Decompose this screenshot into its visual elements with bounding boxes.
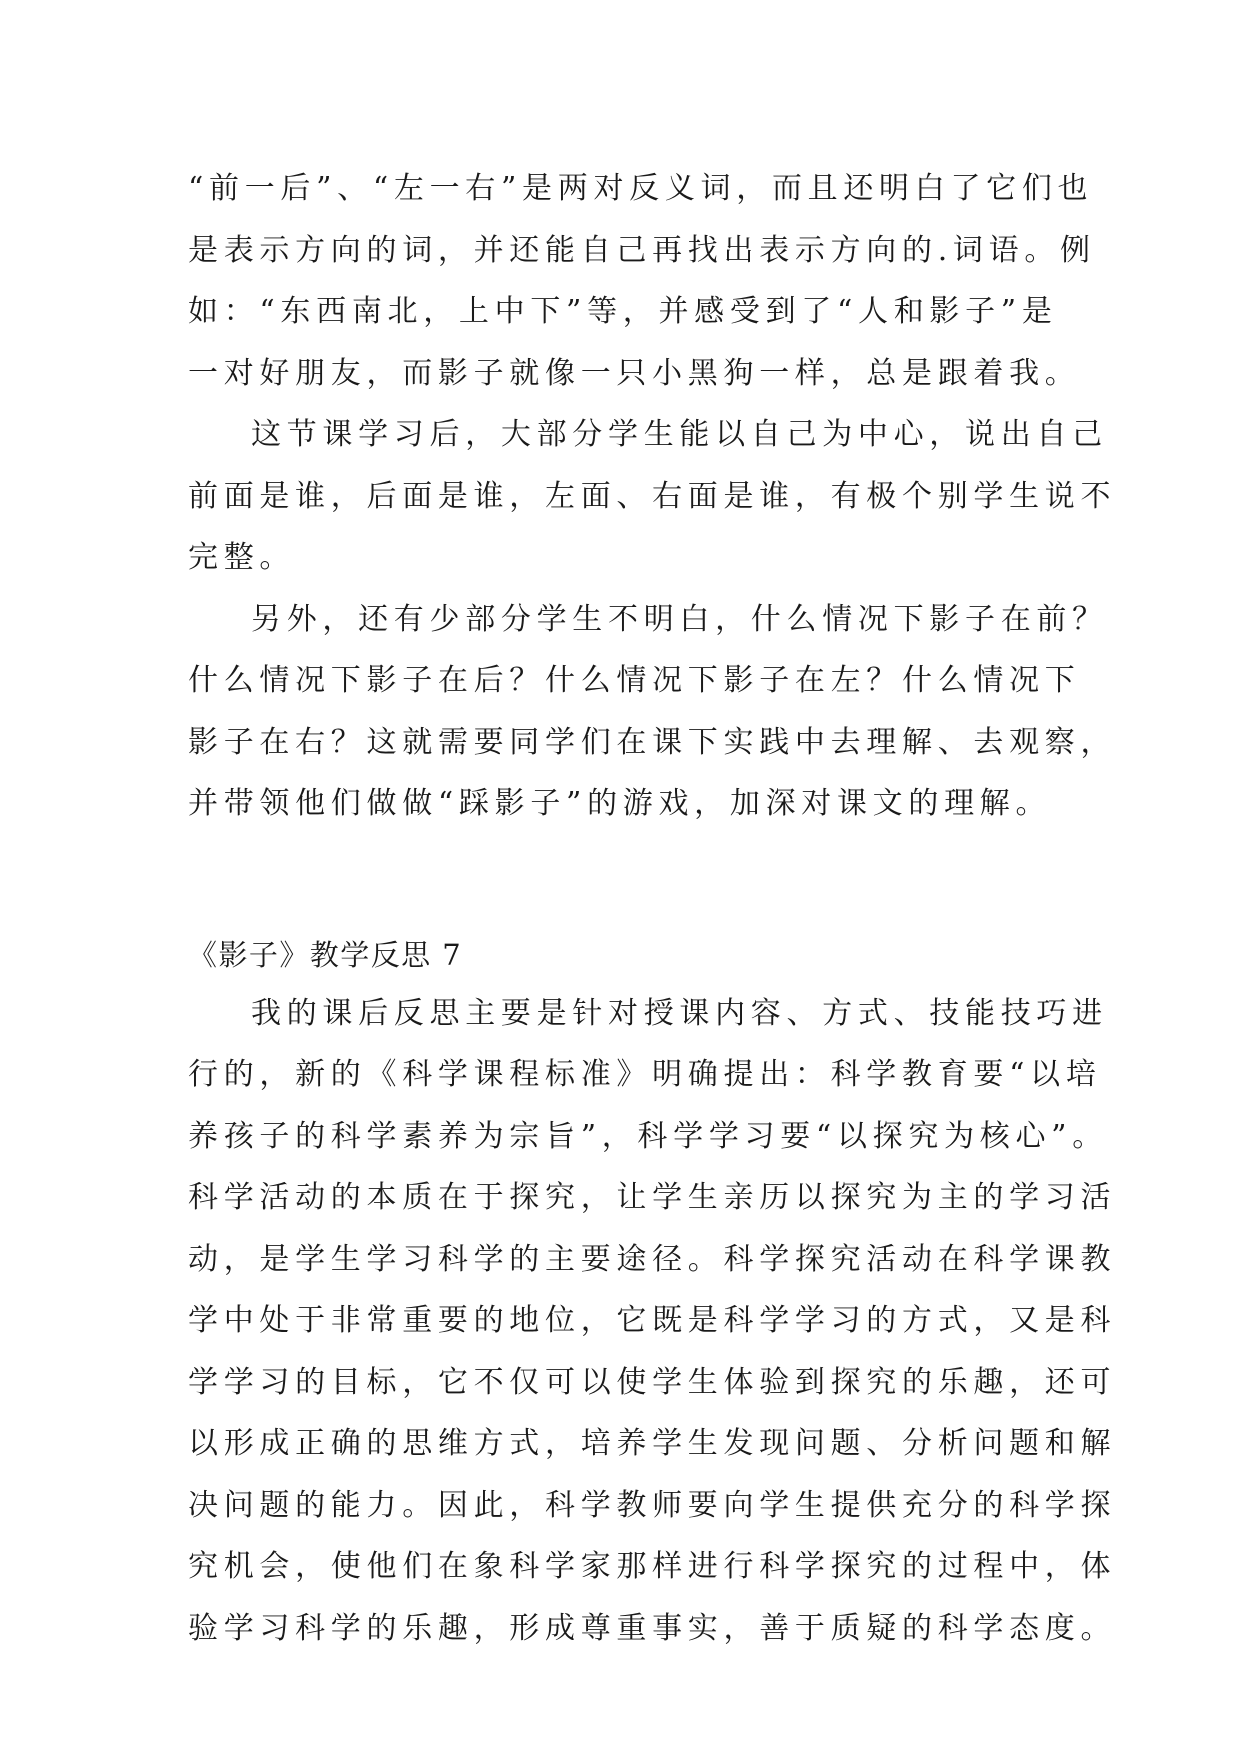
text-line: 学学习的目标，它不仅可以使学生体验到探究的乐趣，还可 (188, 1364, 1117, 1400)
text-line: 影子在右？这就需要同学们在课下实践中去理解、去观察， (188, 724, 1117, 760)
text-line: 完整。 (188, 540, 296, 575)
text-line: 我的课后反思主要是针对授课内容、方式、技能技巧进 (251, 995, 1108, 1031)
text-line: 养孩子的科学素养为宗旨”，科学学习要“以探究为核心”。 (188, 1118, 1108, 1154)
text-line: 动，是学生学习科学的主要途径。科学探究活动在科学课教 (188, 1241, 1117, 1277)
text-line: 以形成正确的思维方式，培养学生发现问题、分析问题和解 (188, 1426, 1117, 1461)
document-body (188, 158, 1117, 1659)
section-2 (188, 927, 1117, 1660)
section-heading: 《影子》教学反思 7 (188, 937, 463, 972)
text-line: 一对好朋友，而影子就像一只小黑狗一样，总是跟着我。 (188, 355, 1081, 391)
text-line: 验学习科学的乐趣，形成尊重事实，善于质疑的科学态度。 (188, 1610, 1117, 1646)
text-line: 学中处于非常重要的地位，它既是科学学习的方式，又是科 (188, 1303, 1117, 1338)
text-line: 科学活动的本质在于探究，让学生亲历以探究为主的学习活 (188, 1180, 1117, 1215)
text-line: 这节课学习后，大部分学生能以自己为中心，说出自己 (251, 417, 1108, 452)
text-line: “前一后”、“左一右”是两对反义词，而且还明白了它们也 (188, 171, 1094, 206)
text-line: 究机会，使他们在象科学家那样进行科学探究的过程中，体 (188, 1549, 1117, 1584)
section-1 (188, 158, 1117, 835)
text-line: 是表示方向的词，并还能自己再找出表示方向的.词语。例 (188, 232, 1096, 268)
text-line: 前面是谁，后面是谁，左面、右面是谁，有极个别学生说不 (188, 478, 1117, 514)
text-line: 如：“东西南北，上中下”等，并感受到了“人和影子”是 (188, 294, 1058, 329)
text-line: 什么情况下影子在后？什么情况下影子在左？什么情况下 (188, 663, 1081, 698)
text-line: 另外，还有少部分学生不明白，什么情况下影子在前？ (251, 601, 1108, 637)
text-line: 行的，新的《科学课程标准》明确提出：科学教育要“以培 (188, 1057, 1102, 1092)
text-line: 决问题的能力。因此，科学教师要向学生提供充分的科学探 (188, 1487, 1117, 1523)
text-line: 并带领他们做做“踩影子”的游戏，加深对课文的理解。 (188, 786, 1052, 821)
